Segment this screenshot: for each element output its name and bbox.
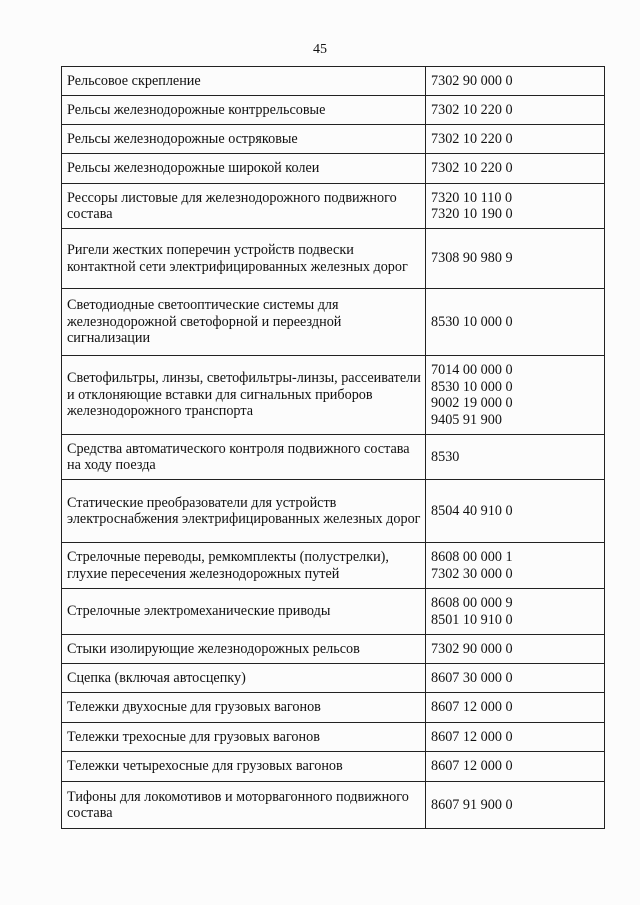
table-row — [62, 782, 605, 829]
item-code: 8607 12 000 0 — [431, 699, 513, 716]
item-code-cell — [426, 125, 605, 154]
item-code-cell — [426, 184, 605, 229]
item-name: Средства автоматического контроля подвижного состава на ходу поезда — [62, 435, 426, 480]
item-name: Тележки четырехосные для грузовых вагонов — [62, 752, 426, 782]
item-code: 8608 00 000 9 — [431, 595, 513, 611]
table-row — [62, 589, 605, 635]
item-code-cell — [426, 154, 605, 184]
table-row — [62, 125, 605, 154]
item-code-cell — [426, 752, 605, 782]
table-row — [62, 480, 605, 543]
item-code: 8504 40 910 0 — [431, 502, 513, 519]
item-name: Светодиодные светооптические системы для железнодорожной светофорной и переездной сигнализации — [62, 289, 426, 356]
goods-table-body — [62, 67, 605, 829]
item-code: 8530 10 000 0 — [431, 313, 513, 330]
item-code-cell — [426, 480, 605, 543]
item-code-cell — [426, 635, 605, 664]
table-row — [62, 635, 605, 664]
item-code: 7302 10 220 0 — [431, 130, 513, 147]
item-code-cell — [426, 96, 605, 125]
item-name: Статические преобразователи для устройств электроснабжения электрифицированных железных дорог — [62, 480, 426, 543]
table-row — [62, 289, 605, 356]
item-name: Тележки двухосные для грузовых вагонов — [62, 693, 426, 723]
item-code-cell — [426, 229, 605, 289]
table-row — [62, 693, 605, 723]
item-code-cell — [426, 782, 605, 829]
item-code: 8530 — [431, 448, 460, 465]
item-code-cell — [426, 356, 605, 435]
item-code: 7014 00 000 0 — [431, 362, 513, 378]
item-name: Сцепка (включая автосцепку) — [62, 664, 426, 693]
table-row — [62, 96, 605, 125]
item-code: 7302 90 000 0 — [431, 640, 513, 657]
item-code: 8607 30 000 0 — [431, 669, 513, 686]
item-code: 8607 12 000 0 — [431, 758, 513, 775]
item-code: 7302 90 000 0 — [431, 72, 513, 89]
item-name: Рельсы железнодорожные контррельсовые — [62, 96, 426, 125]
item-code-cell — [426, 723, 605, 752]
item-name: Рельсы железнодорожные остряковые — [62, 125, 426, 154]
item-code: 8607 12 000 0 — [431, 728, 513, 745]
item-name: Тележки трехосные для грузовых вагонов — [62, 723, 426, 752]
table-row — [62, 67, 605, 96]
table-row — [62, 356, 605, 435]
table-row — [62, 752, 605, 782]
item-name: Ригели жестких поперечин устройств подвески контактной сети электрифицированных железных дорог — [62, 229, 426, 289]
item-name: Стрелочные электромеханические приводы — [62, 589, 426, 635]
table-row — [62, 723, 605, 752]
item-code: 7308 90 980 9 — [431, 250, 513, 267]
item-name: Стыки изолирующие железнодорожных рельсов — [62, 635, 426, 664]
goods-table — [61, 66, 605, 829]
item-name: Рессоры листовые для железнодорожного подвижного состава — [62, 184, 426, 229]
item-name: Рельсовое скрепление — [62, 67, 426, 96]
item-code: 8607 91 900 0 — [431, 796, 513, 813]
item-code: 8501 10 910 0 — [431, 611, 513, 628]
item-code: 7320 10 190 0 — [431, 206, 513, 222]
item-code: 8530 10 000 0 — [431, 378, 513, 395]
table-row — [62, 229, 605, 289]
table-row — [62, 184, 605, 229]
table-row — [62, 543, 605, 589]
item-code-cell — [426, 664, 605, 693]
item-code-cell — [426, 435, 605, 480]
item-code-cell — [426, 693, 605, 723]
item-code-cell — [426, 289, 605, 356]
page-number: 45 — [313, 42, 327, 57]
item-name: Светофильтры, линзы, светофильтры-линзы, рассеиватели и отклоняющие вставки для сигнальных приборов железнодорожного транспорта — [62, 356, 426, 435]
item-name: Тифоны для локомотивов и моторвагонного подвижного состава — [62, 782, 426, 829]
table-row — [62, 664, 605, 693]
item-code: 9002 19 000 0 — [431, 395, 513, 411]
item-code-cell — [426, 543, 605, 589]
item-code: 7320 10 110 0 — [431, 189, 513, 206]
item-code-cell — [426, 67, 605, 96]
item-code: 9405 91 900 — [431, 411, 502, 428]
table-row — [62, 154, 605, 184]
item-code-cell — [426, 589, 605, 635]
table-row — [62, 435, 605, 480]
item-code: 7302 10 220 0 — [431, 101, 513, 118]
item-code: 7302 10 220 0 — [431, 160, 513, 177]
item-name: Стрелочные переводы, ремкомплекты (полустрелки), глухие пересечения железнодорожных путей — [62, 543, 426, 589]
item-name: Рельсы железнодорожные широкой колеи — [62, 154, 426, 184]
item-code: 8608 00 000 1 — [431, 549, 513, 565]
item-code: 7302 30 000 0 — [431, 565, 513, 582]
